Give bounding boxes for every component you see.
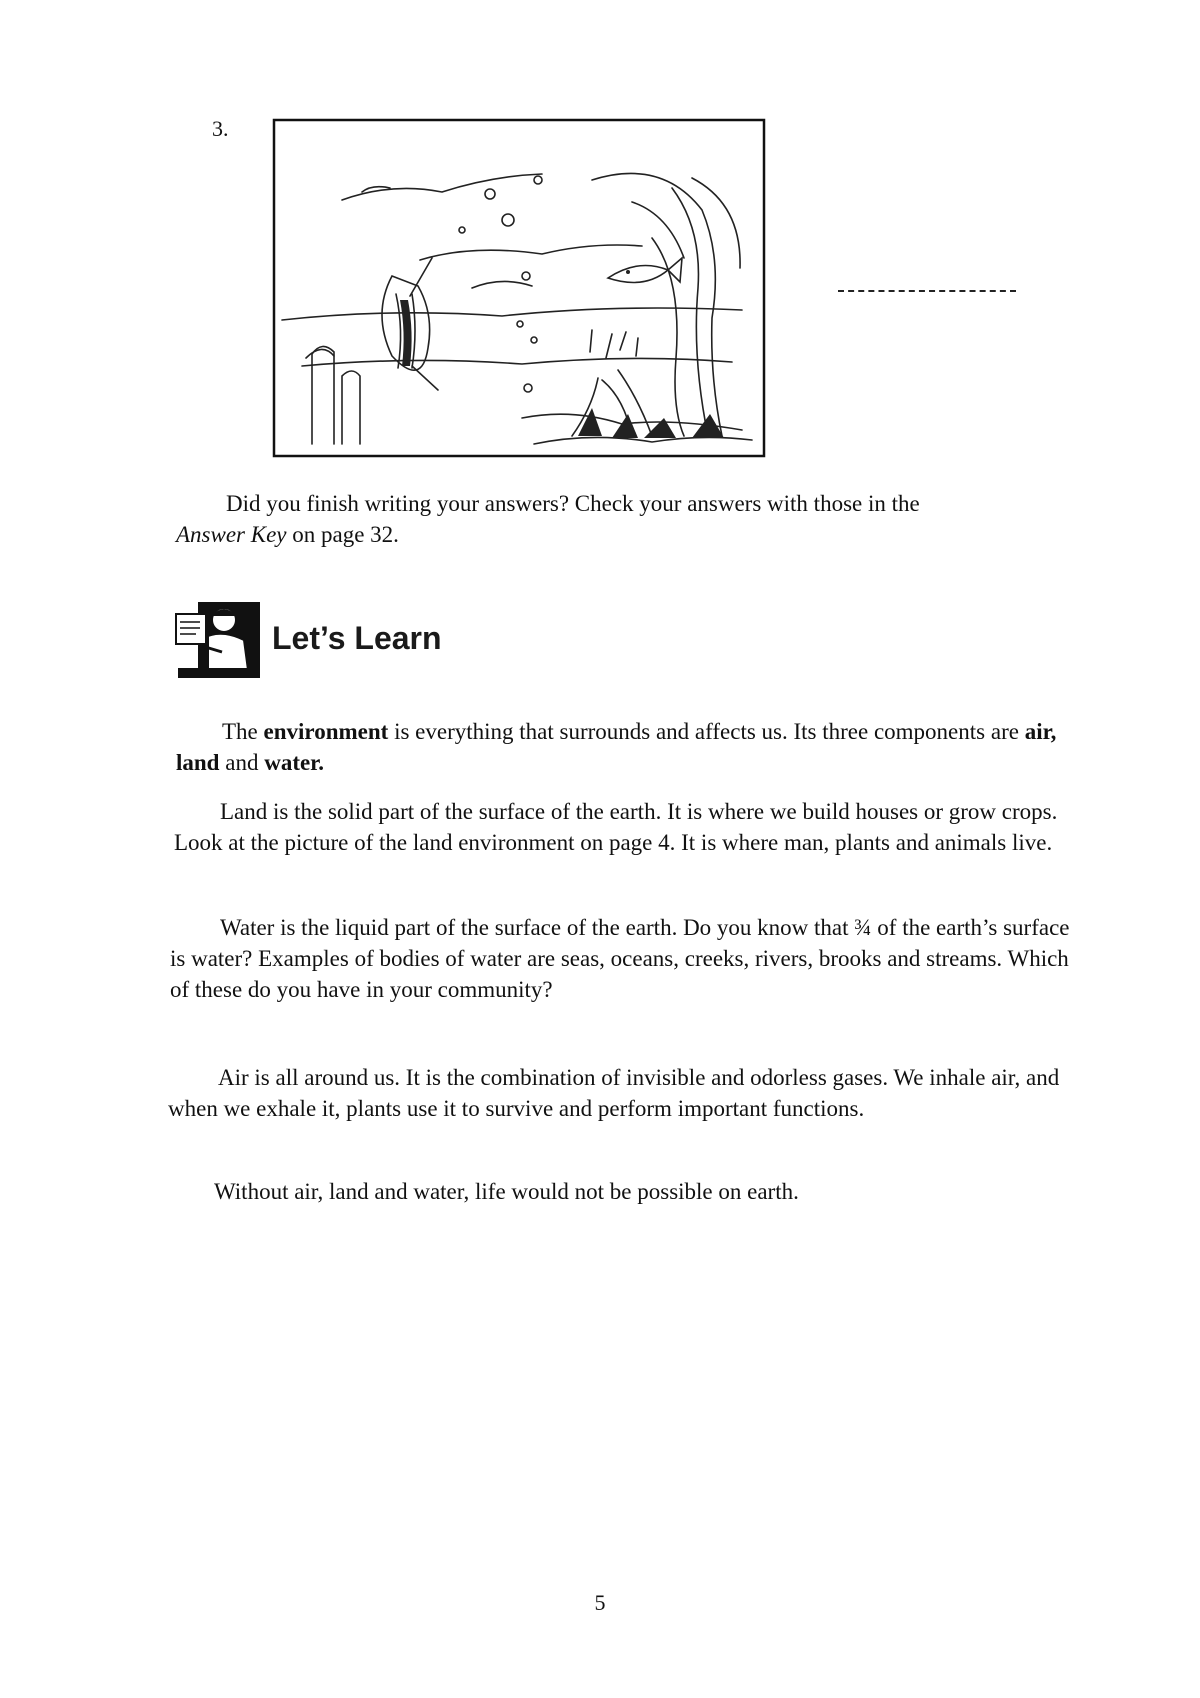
term-environment: environment xyxy=(263,719,389,744)
page-number: 5 xyxy=(594,1590,606,1615)
check-line: Did you finish writing your answers? Check your answers with those in the xyxy=(226,491,920,516)
term-air-land: air, land xyxy=(176,719,1057,775)
student-reading-icon xyxy=(172,596,264,682)
underwater-picture xyxy=(272,118,766,458)
land-paragraph: Land is the solid part of the surface of the earth. It is where we build houses or grow crops. Look at the picture of the land environment on page 4. It is where man, plants and animals live. xyxy=(174,799,1058,855)
answer-blank[interactable] xyxy=(838,276,1016,292)
air-paragraph: Air is all around us. It is the combination of invisible and odorless gases. We inhale air, and when we exhale it, plants use it to survive and perform important functions. xyxy=(168,1065,1060,1121)
term-water: water. xyxy=(264,750,325,775)
section-heading xyxy=(172,596,772,682)
item-number: 3. xyxy=(212,116,229,141)
environment-paragraph xyxy=(176,716,1076,778)
p1-text-a: The xyxy=(222,719,264,744)
answer-key-link[interactable]: Answer Key xyxy=(176,522,287,547)
p1-text-c: and xyxy=(219,750,265,775)
water-paragraph: Water is the liquid part of the surface of the earth. Do you know that ¾ of the earth’s surface is water? Examples of bodies of water are seas, oceans, creeks, rivers, brooks and streams. Which of these do you have in your community? xyxy=(170,915,1070,1002)
check-line-rest: on page 32. xyxy=(286,522,399,547)
p1-text-b: is everything that surrounds and affects us. Its three components are xyxy=(388,719,1025,744)
check-answers-paragraph xyxy=(176,488,1096,550)
section-title: Let’s Learn xyxy=(272,620,442,656)
conclusion-paragraph: Without air, land and water, life would not be possible on earth. xyxy=(214,1179,799,1204)
